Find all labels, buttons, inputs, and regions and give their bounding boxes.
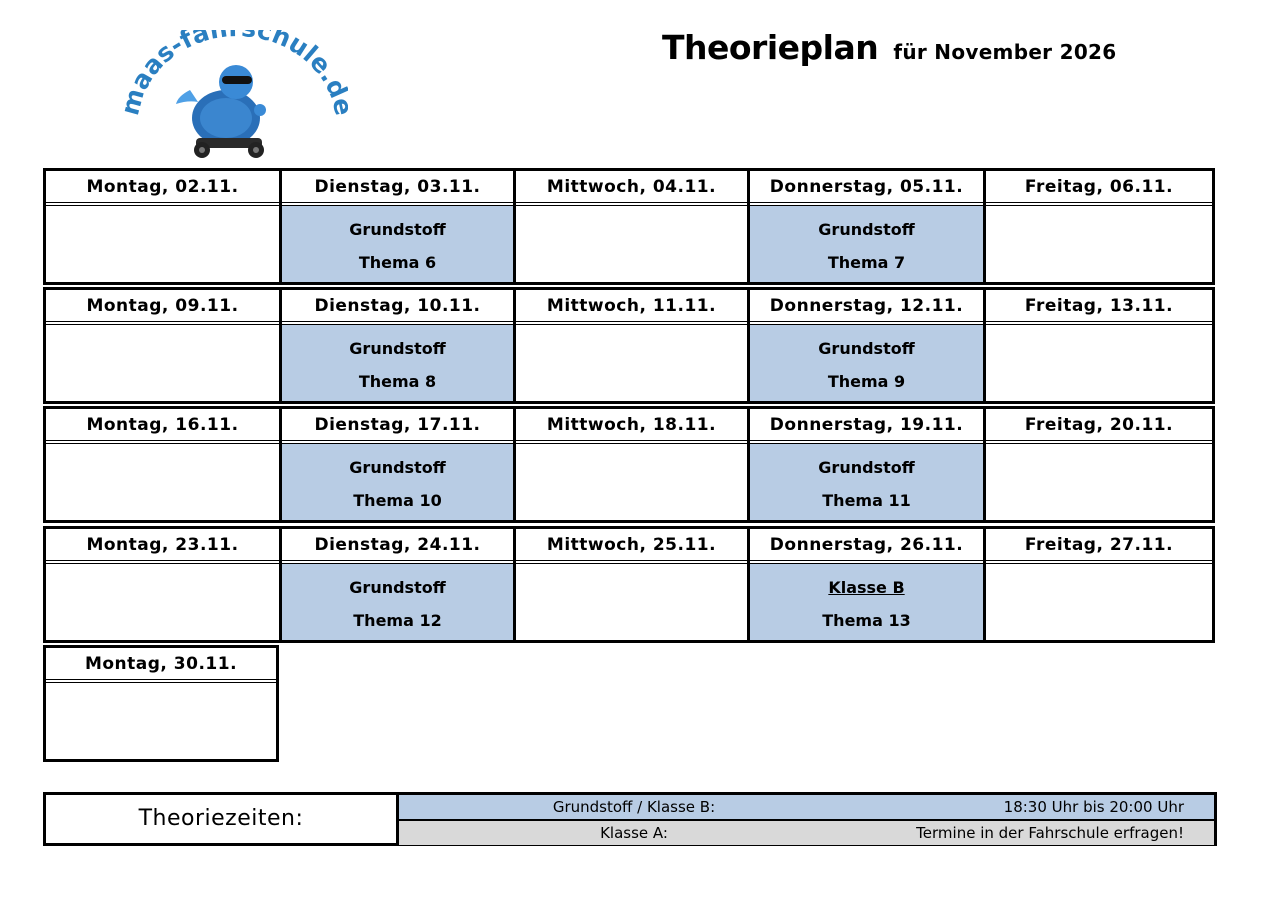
lesson-topic: Thema 13	[822, 611, 911, 630]
day-cell	[516, 444, 747, 520]
day-header: Dienstag, 24.11.	[314, 535, 481, 555]
day-cell-lesson	[282, 564, 513, 640]
column-divider	[279, 529, 282, 640]
column-divider	[279, 290, 282, 401]
day-cell-lesson	[750, 325, 983, 401]
day-cell	[46, 564, 279, 640]
theory-times-row	[399, 795, 1214, 821]
day-cell-lesson	[750, 206, 983, 282]
day-header: Montag, 02.11.	[86, 177, 239, 197]
lesson-type: Grundstoff	[818, 339, 915, 358]
day-header: Montag, 30.11.	[84, 654, 238, 674]
day-cell	[986, 444, 1212, 520]
day-header: Freitag, 06.11.	[1024, 177, 1174, 197]
column-divider	[279, 409, 282, 520]
day-header: Montag, 23.11.	[86, 535, 239, 555]
day-header: Donnerstag, 26.11.	[769, 535, 964, 555]
title-main: Theorieplan	[662, 28, 879, 67]
theory-times-table	[43, 792, 1217, 846]
day-header: Donnerstag, 05.11.	[769, 177, 964, 197]
lesson-topic: Thema 10	[353, 491, 442, 510]
day-cell	[46, 444, 279, 520]
day-cell	[516, 564, 747, 640]
day-cell	[516, 325, 747, 401]
lesson-topic: Thema 11	[822, 491, 911, 510]
week-row	[43, 526, 1215, 643]
day-cell	[46, 683, 276, 759]
column-divider	[747, 529, 750, 640]
column-divider	[983, 409, 986, 520]
day-cell-lesson	[750, 444, 983, 520]
day-cell-lesson	[282, 444, 513, 520]
page-title	[662, 28, 1116, 67]
column-divider	[747, 290, 750, 401]
day-header: Mittwoch, 18.11.	[546, 415, 717, 435]
day-header: Donnerstag, 19.11.	[769, 415, 964, 435]
lesson-topic: Thema 12	[353, 611, 442, 630]
lesson-topic: Thema 6	[358, 253, 437, 272]
day-cell	[46, 325, 279, 401]
day-cell-lesson	[282, 325, 513, 401]
lesson-type: Grundstoff	[349, 339, 446, 358]
theory-times-value: Termine in der Fahrschule erfragen!	[916, 824, 1184, 842]
column-divider	[747, 171, 750, 282]
day-header: Dienstag, 03.11.	[314, 177, 481, 197]
day-header: Freitag, 20.11.	[1024, 415, 1174, 435]
lesson-topic: Thema 9	[827, 372, 906, 391]
day-cell-lesson	[282, 206, 513, 282]
column-divider	[513, 409, 516, 520]
day-cell-lesson	[750, 564, 983, 640]
theory-times-label: Theoriezeiten:	[138, 806, 304, 831]
column-divider	[747, 409, 750, 520]
title-subtitle: für November 2026	[893, 40, 1117, 64]
lesson-type: Grundstoff	[349, 220, 446, 239]
week-row	[43, 287, 1215, 404]
column-divider	[513, 529, 516, 640]
theory-times-row	[399, 821, 1214, 845]
day-header: Montag, 16.11.	[86, 415, 239, 435]
week-row	[43, 645, 279, 762]
day-header: Dienstag, 17.11.	[314, 415, 481, 435]
week-row	[43, 168, 1215, 285]
school-logo	[118, 30, 348, 165]
day-header: Mittwoch, 04.11.	[546, 177, 717, 197]
column-divider	[983, 290, 986, 401]
week-row	[43, 406, 1215, 523]
day-header: Freitag, 13.11.	[1024, 296, 1174, 316]
lesson-topic: Thema 7	[827, 253, 906, 272]
day-cell	[986, 206, 1212, 282]
lesson-topic: Thema 8	[358, 372, 437, 391]
column-divider	[279, 171, 282, 282]
column-divider	[513, 171, 516, 282]
day-cell	[46, 206, 279, 282]
lesson-type: Grundstoff	[818, 458, 915, 477]
day-header: Mittwoch, 11.11.	[546, 296, 717, 316]
lesson-type: Grundstoff	[818, 220, 915, 239]
lesson-type: Grundstoff	[349, 458, 446, 477]
turtle-mascot-icon	[176, 65, 266, 158]
lesson-type: Grundstoff	[349, 578, 446, 597]
theory-times-value: 18:30 Uhr bis 20:00 Uhr	[1003, 798, 1184, 816]
column-divider	[983, 529, 986, 640]
theory-times-category: Grundstoff / Klasse B:	[552, 798, 716, 816]
day-header: Freitag, 27.11.	[1024, 535, 1174, 555]
column-divider	[983, 171, 986, 282]
day-cell	[516, 206, 747, 282]
day-header: Montag, 09.11.	[86, 296, 239, 316]
day-cell	[986, 564, 1212, 640]
day-header: Mittwoch, 25.11.	[546, 535, 717, 555]
theory-times-category: Klasse A:	[600, 824, 668, 842]
logo-text: maas-fa chule.	[118, 30, 345, 119]
day-header: Dienstag, 10.11.	[314, 296, 481, 316]
day-header: Donnerstag, 12.11.	[769, 296, 964, 316]
day-cell	[986, 325, 1212, 401]
column-divider	[513, 290, 516, 401]
lesson-type: Klasse B	[828, 578, 905, 597]
